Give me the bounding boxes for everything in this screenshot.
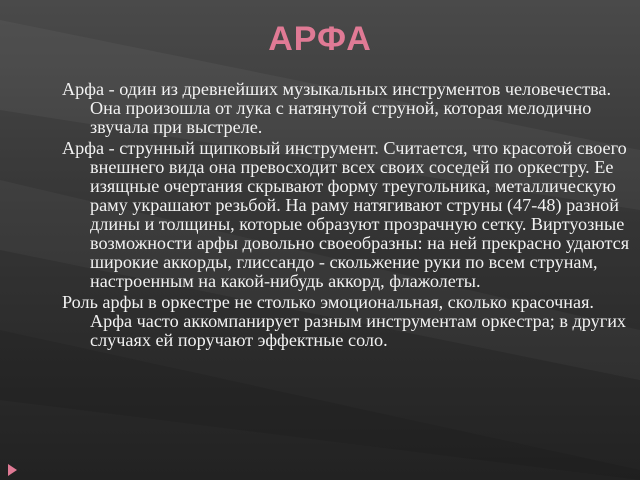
paragraph-description: Арфа - струнный щипковый инструмент. Считается, что красотой своего внешнего вида она превосходит всех своих соседей по оркестру. Ее изящные очертания скрывают форму треугольника, металлическую раму украшают резьбой. На раму натягивают струны (47-48) разной длины и толщины, которые образуют прозрачную сетку. Виртуозные возможности арфы довольно своеобразны: на ней прекрасно удаются широкие аккорды, глиссандо - скольжение руки по всем струнам, настроенным на какой-нибудь аккорд, флажолеты. xyxy=(62,138,630,291)
slide-content xyxy=(62,80,634,352)
paragraph-origin: Арфа - один из древнейших музыкальных инструментов человечества. Она произошла от лука с натянутой струной, которая мелодично звучала при выстреле. xyxy=(62,79,612,137)
arrow-bullet-icon xyxy=(8,464,17,476)
slide-title: АРФА xyxy=(268,20,372,58)
paragraph-orchestra-role: Роль арфы в оркестре не столько эмоциональная, сколько красочная. Арфа часто аккомпанирует разным инструментам оркестра; в других случаях ей поручают эффектные соло. xyxy=(62,292,627,350)
